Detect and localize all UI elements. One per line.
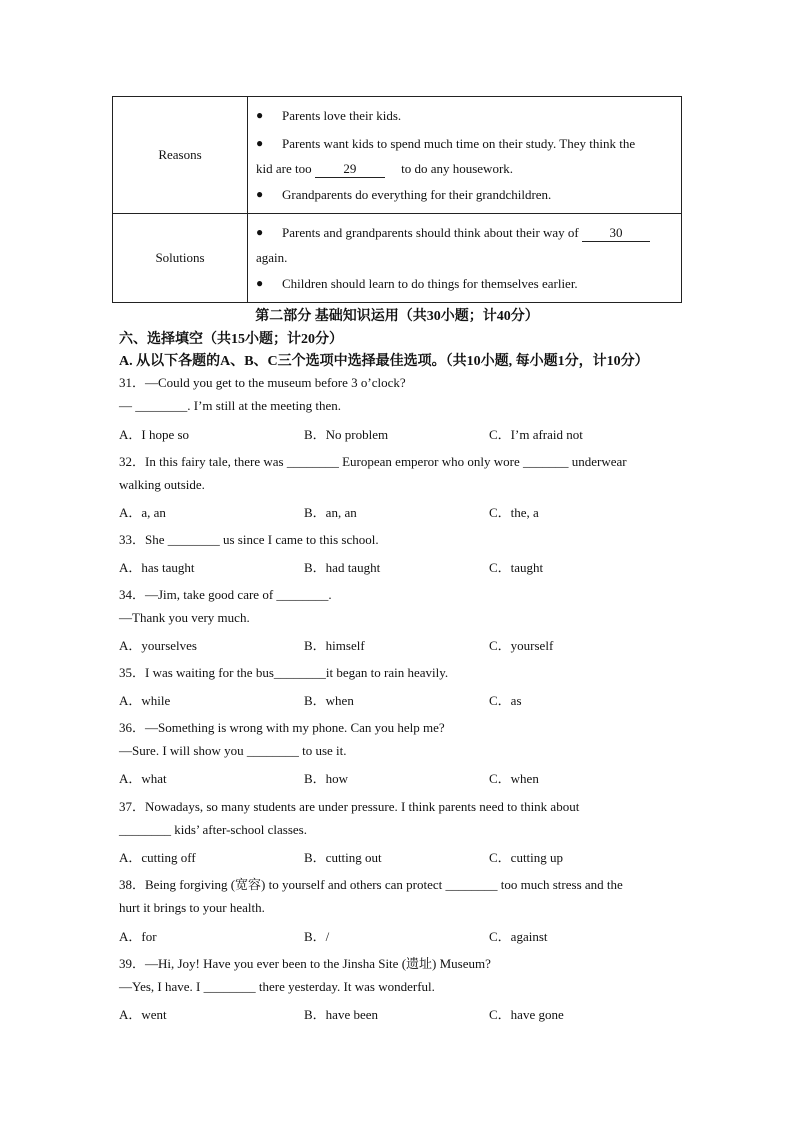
option-b[interactable]: B．himself bbox=[304, 638, 365, 653]
bullet-item bbox=[256, 131, 673, 156]
option-b[interactable]: B．an, an bbox=[304, 505, 357, 520]
bullet-item bbox=[256, 103, 673, 128]
question-line: —Yes, I have. I ________ there yesterday. It was wonderful. bbox=[119, 979, 435, 994]
question-line: — ________. I’m still at the meeting then. bbox=[119, 398, 342, 413]
option-c[interactable]: C．cutting up bbox=[489, 850, 564, 865]
option-a[interactable]: A．cutting off bbox=[119, 850, 196, 865]
question-line: —Sure. I will show you ________ to use it. bbox=[119, 743, 347, 758]
option-c[interactable]: C．I’m afraid not bbox=[489, 427, 583, 442]
partA-title: A. 从以下各题的A、B、C三个选项中选择最佳选项。（共10小题, 每小题1分，计10分） bbox=[119, 354, 649, 369]
question-line: 31．—Could you get to the museum before 3 o’clock? bbox=[119, 375, 406, 390]
option-b[interactable]: B．how bbox=[304, 771, 349, 786]
bullet-item bbox=[256, 271, 673, 296]
bullet-item bbox=[256, 182, 673, 207]
bullet-text: Parents and grandparents should think about their way of bbox=[282, 225, 579, 240]
option-b[interactable]: B．when bbox=[304, 693, 354, 708]
option-a[interactable]: A．a, an bbox=[119, 505, 166, 520]
question-line: 38．Being forgiving (宽容) to yourself and others can protect ________ too much stress and the bbox=[119, 877, 623, 892]
reasons-cell bbox=[248, 97, 682, 214]
bullet-icon: ● bbox=[256, 225, 264, 239]
question-line: 37．Nowadays, so many students are under pressure. I think parents need to think about bbox=[119, 799, 580, 814]
option-a[interactable]: A．I hope so bbox=[119, 427, 190, 442]
bullet-item bbox=[256, 220, 673, 245]
question-line: 32．In this fairy tale, there was ________ European emperor who only wore _______ underwear bbox=[119, 454, 627, 469]
answer-blank-30: 30 bbox=[582, 225, 650, 242]
bullet-text: Parents love their kids. bbox=[282, 108, 402, 123]
bullet-icon: ● bbox=[256, 108, 264, 122]
option-a[interactable]: A．yourselves bbox=[119, 638, 197, 653]
option-c[interactable]: C．have gone bbox=[489, 1007, 564, 1022]
bullet-icon: ● bbox=[256, 187, 264, 201]
reasons-solutions-table bbox=[112, 96, 682, 303]
bullet-icon: ● bbox=[256, 136, 264, 150]
bullet-continuation bbox=[256, 156, 673, 181]
option-a[interactable]: A．for bbox=[119, 929, 157, 944]
option-a[interactable]: A．has taught bbox=[119, 560, 195, 575]
answer-blank-29: 29 bbox=[315, 161, 385, 178]
option-c[interactable]: C．yourself bbox=[489, 638, 554, 653]
bullet-text: Grandparents do everything for their grandchildren. bbox=[282, 187, 552, 202]
reasons-row bbox=[113, 97, 682, 214]
option-b[interactable]: B．No problem bbox=[304, 427, 389, 442]
bullet-text: Parents want kids to spend much time on their study. They think the bbox=[282, 136, 636, 151]
question-line: 36．—Something is wrong with my phone. Can you help me? bbox=[119, 720, 445, 735]
option-a[interactable]: A．what bbox=[119, 771, 167, 786]
option-b[interactable]: B．have been bbox=[304, 1007, 379, 1022]
option-a[interactable]: A．while bbox=[119, 693, 171, 708]
solutions-row bbox=[113, 214, 682, 303]
question-line: hurt it brings to your health. bbox=[119, 900, 265, 915]
text: kid are too bbox=[256, 161, 312, 176]
reasons-label: Reasons bbox=[113, 97, 248, 214]
question-line: 35．I was waiting for the bus________it began to rain heavily. bbox=[119, 665, 449, 680]
option-c[interactable]: C．when bbox=[489, 771, 539, 786]
section-title: 第二部分 基础知识运用（共30小题；计40分） bbox=[255, 309, 539, 324]
option-a[interactable]: A．went bbox=[119, 1007, 167, 1022]
question-line: 34．—Jim, take good care of ________. bbox=[119, 587, 332, 602]
option-c[interactable]: C．the, a bbox=[489, 505, 539, 520]
bullet-continuation: again. bbox=[256, 250, 288, 265]
question-line: —Thank you very much. bbox=[119, 610, 250, 625]
option-b[interactable]: B．had taught bbox=[304, 560, 381, 575]
part6-title: 六、选择填空（共15小题；计20分） bbox=[119, 332, 343, 347]
bullet-text: Children should learn to do things for themselves earlier. bbox=[282, 276, 578, 291]
text: to do any housework. bbox=[401, 161, 514, 176]
solutions-cell bbox=[248, 214, 682, 303]
option-b[interactable]: B．/ bbox=[304, 929, 330, 944]
option-b[interactable]: B．cutting out bbox=[304, 850, 382, 865]
question-line: 39．—Hi, Joy! Have you ever been to the Jinsha Site (遗址) Museum? bbox=[119, 956, 491, 971]
solutions-label: Solutions bbox=[113, 214, 248, 303]
question-line: walking outside. bbox=[119, 477, 205, 492]
option-c[interactable]: C．taught bbox=[489, 560, 544, 575]
question-line: ________ kids’ after-school classes. bbox=[119, 822, 307, 837]
bullet-icon: ● bbox=[256, 276, 264, 290]
option-c[interactable]: C．against bbox=[489, 929, 548, 944]
option-c[interactable]: C．as bbox=[489, 693, 522, 708]
question-line: 33．She ________ us since I came to this school. bbox=[119, 532, 379, 547]
